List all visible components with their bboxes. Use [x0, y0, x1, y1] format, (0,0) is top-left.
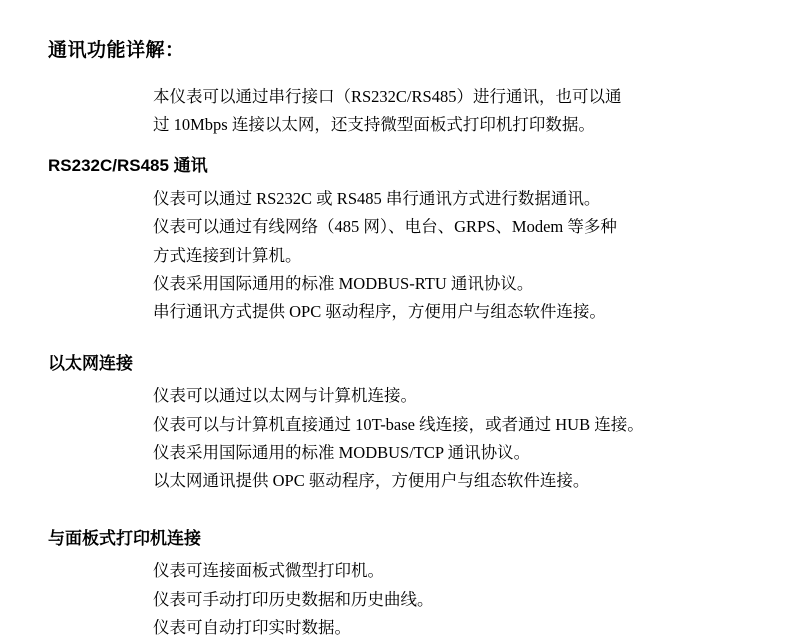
section-heading: 以太网连接 [48, 353, 133, 373]
section-body [153, 557, 760, 642]
body-line: 方式连接到计算机。 [153, 245, 302, 265]
body-line: 串行通讯方式提供 OPC 驱动程序，方便用户与组态软件连接。 [153, 302, 606, 322]
page-title: 通讯功能详解： [48, 40, 185, 61]
section-spacer [48, 500, 760, 512]
section-spacer [48, 331, 760, 337]
section-ethernet [48, 351, 760, 496]
section-panel-printer [48, 526, 760, 643]
section-body [153, 185, 760, 327]
intro-paragraph [153, 83, 760, 140]
body-line: 仪表可连接面板式微型打印机。 [153, 561, 384, 581]
intro-line: 过 10Mbps 连接以太网，还支持微型面板式打印机打印数据。 [153, 114, 595, 134]
body-line: 仪表可手动打印历史数据和历史曲线。 [153, 589, 434, 609]
section-body [153, 382, 760, 496]
body-line: 仪表可以通过 RS232C 或 RS485 串行通讯方式进行数据通讯。 [153, 188, 601, 208]
body-line: 仪表可以通过有线网络（485 网）、电台、GRPS、Modem 等多种 [153, 217, 617, 237]
body-line: 仪表可以与计算机直接通过 10T-base 线连接，或者通过 HUB 连接。 [153, 414, 644, 434]
section-heading: RS232C/RS485 通讯 [48, 156, 208, 176]
body-line: 仪表可自动打印实时数据。 [153, 617, 351, 637]
body-line: 仪表采用国际通用的标准 MODBUS-RTU 通讯协议。 [153, 273, 534, 293]
intro-line: 本仪表可以通过串行接口（RS232C/RS485）进行通讯，也可以通 [153, 86, 622, 106]
body-line: 仪表采用国际通用的标准 MODBUS/TCP 通讯协议。 [153, 442, 531, 462]
section-heading: 与面板式打印机连接 [48, 528, 201, 548]
section-rs232c-rs485 [48, 153, 760, 326]
body-line: 以太网通讯提供 OPC 驱动程序，方便用户与组态软件连接。 [153, 471, 590, 491]
body-line: 仪表可以通过以太网与计算机连接。 [153, 386, 417, 406]
